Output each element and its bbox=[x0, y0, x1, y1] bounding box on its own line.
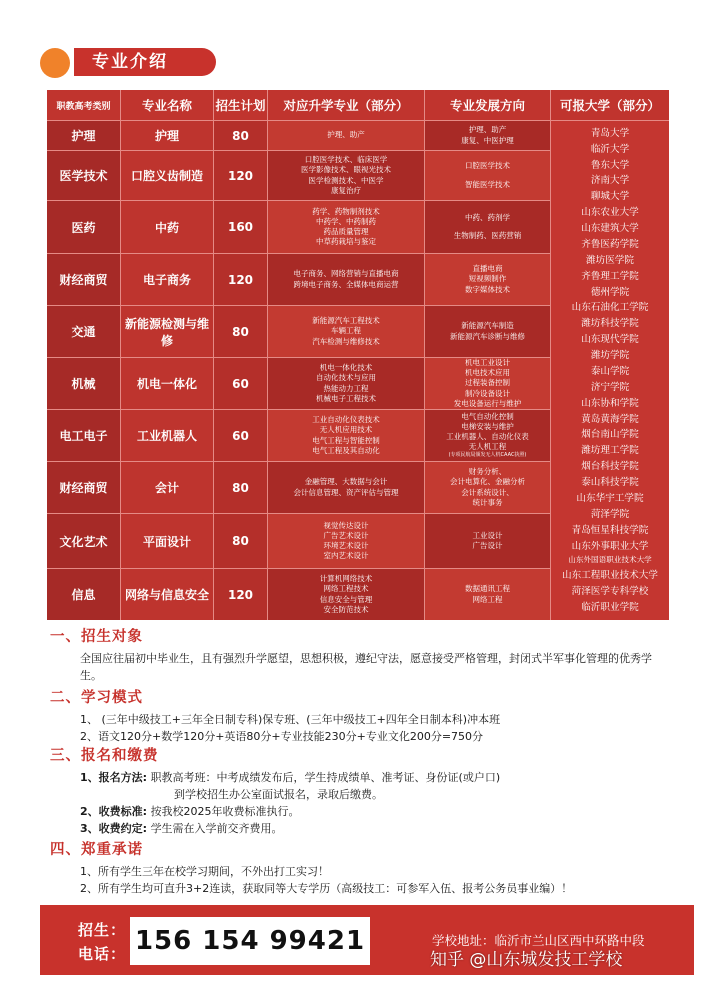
university-item: 山东石油化工学院 bbox=[571, 302, 649, 314]
plan-text: 80 bbox=[232, 324, 249, 339]
upgrade-line: 电子商务、网络营销与直播电商 bbox=[293, 269, 399, 279]
category-text: 财经商贸 bbox=[59, 273, 108, 287]
cell-major bbox=[121, 462, 214, 513]
cell-upgrade bbox=[268, 569, 425, 620]
university-item: 聊城大学 bbox=[590, 191, 630, 203]
cell-category bbox=[47, 410, 121, 461]
plan-text: 120 bbox=[227, 168, 254, 183]
direction-line: 工业设计 bbox=[472, 530, 503, 540]
university-item: 青岛恒星科技学院 bbox=[571, 524, 649, 536]
upgrade-line: 电气工程与智能控制 bbox=[312, 435, 380, 445]
cell-direction bbox=[425, 462, 551, 513]
upgrade-line: 安全防范技术 bbox=[323, 604, 369, 614]
direction-line: 财务分析、 bbox=[468, 467, 507, 477]
cell-plan bbox=[214, 201, 268, 253]
table-row bbox=[47, 461, 551, 513]
cell-category bbox=[47, 121, 121, 150]
university-item: 山东外国语职业技术大学 bbox=[568, 555, 652, 565]
cell-category bbox=[47, 514, 121, 568]
university-item: 德州学院 bbox=[590, 286, 630, 298]
section-line: 1、 (三年中级技工+三年全日制专科)保专班、(三年中级技工+四年全日制本科)冲本班 bbox=[80, 713, 501, 726]
direction-line: 电梯安装与维护 bbox=[461, 422, 514, 431]
upgrade-line: 电气工程及其自动化 bbox=[312, 445, 380, 455]
table-row bbox=[47, 253, 551, 305]
plan-text: 60 bbox=[232, 376, 249, 391]
cell-direction bbox=[425, 569, 551, 620]
cell-category bbox=[47, 358, 121, 409]
cell-major bbox=[121, 569, 214, 620]
cell-plan bbox=[214, 121, 268, 150]
major-text: 工业机器人 bbox=[136, 429, 197, 443]
cell-upgrade bbox=[268, 201, 425, 253]
major-text: 网络与信息安全 bbox=[124, 588, 209, 602]
cell-upgrade bbox=[268, 151, 425, 200]
line-text: 按我校2025年收费标准执行。 bbox=[150, 805, 300, 819]
direction-line: 机电技术应用 bbox=[465, 368, 510, 378]
direction-line: 数据通讯工程 bbox=[465, 584, 510, 594]
direction-line: 智能医学技术 bbox=[465, 179, 510, 189]
upgrade-line: 跨境电子商务、全媒体电商运营 bbox=[293, 279, 399, 289]
upgrade-line: 康复治疗 bbox=[331, 185, 361, 195]
cell-direction bbox=[425, 410, 551, 461]
university-item: 山东外事职业大学 bbox=[571, 540, 649, 552]
cell-direction bbox=[425, 358, 551, 409]
category-text: 信息 bbox=[71, 588, 96, 602]
university-item: 烟台南山学院 bbox=[581, 429, 639, 441]
cell-category bbox=[47, 462, 121, 513]
cell-direction bbox=[425, 201, 551, 253]
upgrade-line: 自动化技术与应用 bbox=[316, 373, 376, 383]
upgrade-line: 无人机应用技术 bbox=[319, 425, 373, 435]
university-item: 山东农业大学 bbox=[581, 207, 639, 219]
university-item: 临沂职业学院 bbox=[581, 601, 639, 613]
cell-upgrade bbox=[268, 306, 425, 357]
table-row bbox=[47, 200, 551, 253]
upgrade-line: 会计信息管理、资产评估与管理 bbox=[293, 487, 399, 497]
cell-upgrade bbox=[268, 358, 425, 409]
direction-line: 会计系统设计、 bbox=[461, 487, 514, 497]
upgrade-line: 视觉传达设计 bbox=[323, 520, 369, 530]
direction-line: 生物制药、医药营销 bbox=[453, 231, 522, 240]
direction-line: 机电工业设计 bbox=[465, 358, 510, 368]
direction-line: 网络工程 bbox=[472, 594, 503, 604]
university-item: 潍坊理工学院 bbox=[581, 445, 639, 457]
direction-line: (专项民航局颁发无人机CAAC执照) bbox=[448, 452, 527, 459]
university-item: 黄岛黄海学院 bbox=[581, 413, 639, 425]
direction-line: 新能源汽车诊断与维修 bbox=[450, 331, 525, 341]
plan-text: 80 bbox=[232, 128, 249, 143]
watermark: 知乎 @山东城发技工学校 bbox=[430, 950, 623, 970]
category-text: 交通 bbox=[71, 325, 96, 339]
header-dot bbox=[40, 48, 70, 78]
university-item: 山东工程职业技术大学 bbox=[562, 570, 658, 582]
enroll-label: 招生： bbox=[78, 921, 127, 939]
university-item: 济南大学 bbox=[590, 175, 630, 187]
university-item: 青岛大学 bbox=[590, 127, 630, 139]
upgrade-line: 环境艺术设计 bbox=[323, 541, 369, 550]
plan-text: 120 bbox=[227, 272, 254, 287]
col-header-universities: 可报大学（部分） bbox=[559, 98, 660, 113]
cell-category bbox=[47, 151, 121, 200]
university-item: 山东现代学院 bbox=[581, 334, 639, 346]
cell-category bbox=[47, 306, 121, 357]
direction-line: 直播电商 bbox=[472, 264, 503, 274]
direction-line: 制冷设备设计 bbox=[465, 388, 510, 398]
cell-category bbox=[47, 254, 121, 305]
university-item: 潍坊科技学院 bbox=[581, 318, 639, 330]
plan-text: 80 bbox=[232, 480, 249, 495]
phone-number[interactable]: 156 154 99421 bbox=[130, 917, 370, 965]
school-address: 学校地址：临沂市兰山区西中环路中段 bbox=[432, 933, 645, 948]
table-row bbox=[47, 357, 551, 409]
section-line: 2、所有学生均可直升3+2连读，获取同等大专学历（高级技工：可参军入伍、报考公务员事业编）！ bbox=[80, 882, 573, 896]
section-title: 四、郑重承诺 bbox=[50, 842, 143, 858]
section-line bbox=[50, 769, 500, 786]
cell-category bbox=[47, 201, 121, 253]
upgrade-line: 信息安全与管理 bbox=[319, 594, 373, 604]
major-text: 护理 bbox=[154, 129, 179, 143]
cell-plan bbox=[214, 569, 268, 620]
university-item: 菏泽医学专科学校 bbox=[571, 585, 649, 597]
university-item: 齐鲁医药学院 bbox=[581, 238, 639, 250]
line-label: 2、收费标准: bbox=[80, 805, 148, 819]
cell-major bbox=[121, 254, 214, 305]
cell-major bbox=[121, 121, 214, 150]
table-body bbox=[47, 120, 669, 620]
upgrade-line: 新能源汽车工程技术 bbox=[312, 316, 380, 326]
col-header-category: 职教高考类别 bbox=[47, 90, 121, 120]
university-item: 烟台科技学院 bbox=[581, 461, 639, 473]
category-text: 医学技术 bbox=[59, 169, 108, 183]
col-header-plan: 招生计划 bbox=[214, 90, 268, 120]
category-text: 护理 bbox=[71, 129, 96, 143]
cell-major bbox=[121, 306, 214, 357]
line-label: 1、报名方法: bbox=[80, 771, 148, 784]
upgrade-line: 网络工程技术 bbox=[323, 584, 369, 594]
university-item: 济宁学院 bbox=[590, 381, 630, 393]
col-header-direction: 专业发展方向 bbox=[425, 90, 551, 120]
upgrade-line: 药品质量管理 bbox=[323, 227, 369, 236]
plan-text: 80 bbox=[232, 534, 249, 548]
cell-direction bbox=[425, 121, 551, 150]
upgrade-line: 工业自动化仪表技术 bbox=[312, 415, 380, 425]
university-item: 山东建筑大学 bbox=[581, 223, 639, 235]
section-commitment bbox=[50, 838, 572, 897]
category-text: 机械 bbox=[71, 377, 96, 391]
university-item: 泰山学院 bbox=[590, 365, 630, 377]
cell-major bbox=[121, 151, 214, 200]
section-study-mode bbox=[50, 686, 500, 745]
table-row bbox=[47, 513, 551, 568]
cell-plan bbox=[214, 151, 268, 200]
cell-plan bbox=[214, 410, 268, 461]
upgrade-line: 汽车检测与维修技术 bbox=[312, 336, 380, 346]
plan-text: 160 bbox=[227, 220, 254, 234]
cell-category bbox=[47, 569, 121, 620]
upgrade-line: 广告艺术设计 bbox=[323, 530, 369, 540]
table-row bbox=[47, 568, 551, 620]
upgrade-line: 机电一体化技术 bbox=[319, 363, 373, 373]
cell-upgrade bbox=[268, 514, 425, 568]
upgrade-line: 中草药栽培与鉴定 bbox=[316, 237, 376, 247]
cell-plan bbox=[214, 358, 268, 409]
category-text: 医药 bbox=[71, 220, 96, 235]
section-title: 三、报名和缴费 bbox=[50, 748, 159, 764]
cell-plan bbox=[214, 514, 268, 568]
majors-table bbox=[47, 90, 669, 620]
upgrade-line: 计算机网络技术 bbox=[319, 574, 373, 584]
direction-line: 电气自动化控制 bbox=[461, 411, 514, 421]
col-header-upgrade: 对应升学专业（部分） bbox=[268, 90, 425, 120]
section-line: 到学校招生办公室面试报名，录取后缴费。 bbox=[174, 788, 383, 802]
upgrade-line: 室内艺术设计 bbox=[323, 551, 369, 561]
direction-line: 广告设计 bbox=[472, 541, 503, 550]
direction-line: 会计电算化、金融分析 bbox=[450, 477, 525, 487]
table-header bbox=[47, 90, 669, 120]
major-text: 中药 bbox=[154, 220, 179, 235]
category-text: 电工电子 bbox=[59, 429, 108, 443]
cell-major bbox=[121, 358, 214, 409]
plan-text: 120 bbox=[227, 587, 254, 602]
cell-upgrade bbox=[268, 410, 425, 461]
phone-label: 电话： bbox=[78, 945, 127, 963]
table-row bbox=[47, 150, 551, 200]
university-item: 山东华宇工学院 bbox=[576, 492, 644, 504]
direction-line: 短视频制作 bbox=[468, 274, 507, 284]
direction-line: 新能源汽车制造 bbox=[461, 321, 514, 331]
direction-line: 无人机工程 bbox=[468, 442, 507, 452]
university-item: 潍坊医学院 bbox=[586, 254, 634, 266]
upgrade-line: 医学影像技术、眼视光技术 bbox=[301, 165, 391, 175]
direction-line: 发电设备运行与维护 bbox=[453, 398, 522, 408]
category-text: 财经商贸 bbox=[59, 481, 108, 495]
table-rows bbox=[47, 120, 551, 620]
major-text: 机电一体化 bbox=[136, 377, 197, 391]
cell-plan bbox=[214, 254, 268, 305]
cell-plan bbox=[214, 462, 268, 513]
upgrade-line: 医学检测技术、中医学 bbox=[308, 175, 384, 185]
section-text: 全国应往届初中毕业生，且有强烈升学愿望，思想积极，遵纪守法，愿意接受严格管理，封闭式半军事化管理的优秀学生。 bbox=[80, 652, 652, 683]
table-row bbox=[47, 120, 551, 150]
plan-text: 60 bbox=[232, 428, 249, 443]
university-item: 齐鲁理工学院 bbox=[581, 270, 639, 282]
section-title: 二、学习模式 bbox=[50, 690, 143, 706]
university-item: 山东协和学院 bbox=[581, 397, 639, 409]
direction-line: 护理、助产 bbox=[468, 125, 507, 135]
cell-major bbox=[121, 201, 214, 253]
upgrade-line: 金融管理、大数据与会计 bbox=[304, 477, 388, 487]
category-text: 文化艺术 bbox=[59, 534, 108, 549]
cell-direction bbox=[425, 254, 551, 305]
direction-line: 统计事务 bbox=[472, 497, 503, 507]
header-title: 专业介绍 bbox=[74, 48, 216, 76]
cell-upgrade bbox=[268, 254, 425, 305]
line-label: 3、收费约定: bbox=[80, 822, 148, 836]
direction-line: 康复、中医护理 bbox=[461, 135, 514, 145]
direction-line: 过程装备控制 bbox=[465, 378, 510, 388]
section-enrollment-target bbox=[50, 625, 670, 684]
section-header bbox=[40, 44, 216, 80]
col-header-major: 专业名称 bbox=[121, 90, 214, 120]
section-line bbox=[50, 803, 500, 820]
table-row bbox=[47, 409, 551, 461]
upgrade-line: 护理、助产 bbox=[327, 130, 365, 140]
direction-line: 中药、药剂学 bbox=[465, 212, 510, 222]
section-line bbox=[50, 820, 500, 837]
direction-line: 工业机器人、自动化仪表 bbox=[446, 432, 529, 442]
section-registration bbox=[50, 744, 500, 837]
cell-direction bbox=[425, 306, 551, 357]
university-item: 潍坊学院 bbox=[590, 350, 630, 362]
major-text: 口腔义齿制造 bbox=[130, 169, 203, 183]
university-item: 临沂大学 bbox=[590, 143, 630, 155]
cell-major bbox=[121, 410, 214, 461]
major-text: 平面设计 bbox=[142, 534, 191, 549]
cell-plan bbox=[214, 306, 268, 357]
cell-direction bbox=[425, 151, 551, 200]
upgrade-line: 车辆工程 bbox=[331, 326, 361, 336]
university-item: 泰山科技学院 bbox=[581, 477, 639, 489]
cell-direction bbox=[425, 514, 551, 568]
line-text: 学生需在入学前交齐费用。 bbox=[150, 822, 283, 836]
section-title: 一、招生对象 bbox=[50, 629, 143, 645]
major-text: 会计 bbox=[154, 481, 179, 495]
upgrade-line: 口腔医学技术、临床医学 bbox=[304, 155, 388, 165]
major-text: 新能源检测与维修 bbox=[124, 316, 209, 348]
universities-list bbox=[551, 120, 669, 620]
cell-upgrade bbox=[268, 462, 425, 513]
upgrade-line: 药学、药物制剂技术 bbox=[312, 206, 380, 216]
section-line: 2、语文120分+数学120分+英语80分+专业技能230分+专业文化200分=750分 bbox=[80, 730, 484, 744]
university-item: 鲁东大学 bbox=[590, 159, 630, 171]
upgrade-line: 热能动力工程 bbox=[323, 383, 369, 393]
upgrade-line: 机械电子工程技术 bbox=[316, 393, 376, 403]
upgrade-line: 中药学、中药制药 bbox=[316, 216, 376, 226]
university-item: 菏泽学院 bbox=[590, 508, 630, 520]
line-text: 职教高考班：中考成绩发布后，学生持成绩单、准考证、身份证(或户口) bbox=[150, 771, 501, 784]
direction-line: 口腔医学技术 bbox=[465, 161, 510, 171]
cell-major bbox=[121, 514, 214, 568]
table-row bbox=[47, 305, 551, 357]
cell-upgrade bbox=[268, 121, 425, 150]
major-text: 电子商务 bbox=[142, 273, 191, 287]
section-line: 1、所有学生三年在校学习期间，不外出打工实习！ bbox=[80, 865, 329, 878]
direction-line: 数字媒体技术 bbox=[465, 284, 510, 294]
